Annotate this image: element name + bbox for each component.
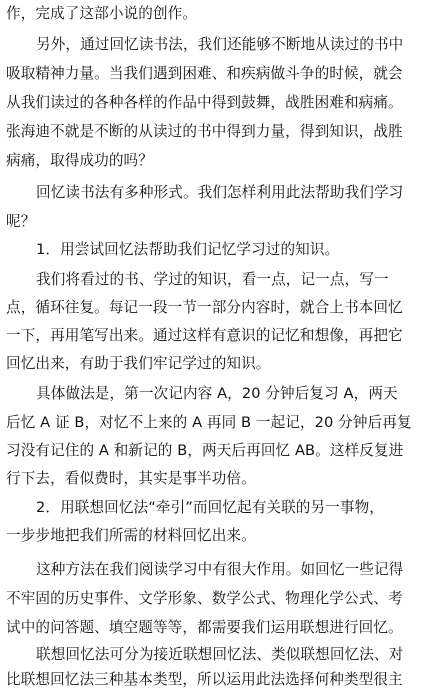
text-line: 呢？ <box>6 213 36 230</box>
text-line: 后忆 A 证 B，对忆不上来的 A 再同 B 一起记，20 分钟后再复 <box>6 414 412 431</box>
text-line: 病痛，取得成功的吗？ <box>6 152 153 169</box>
text-line: 1．用尝试回忆法帮助我们记忆学习过的知识。 <box>36 241 340 258</box>
text-line: 联想回忆法可分为接近联想回忆法、类似联想回忆法、对 <box>36 646 404 663</box>
text-line: 不牢固的历史事件、文学形象、数学公式、物理化学公式、考 <box>6 590 403 607</box>
text-line: 从我们读过的各种各样的作品中得到鼓舞，战胜困难和病痛。 <box>6 94 403 111</box>
text-line: 习没有记住的 A 和新记的 B，两天后再回忆 AB。这样反复进 <box>6 442 404 459</box>
text-line: 回忆读书法有多种形式。我们怎样利用此法帮助我们学习 <box>36 184 404 201</box>
text-line: 我们将看过的书、学过的知识，看一点，记一点，写一 <box>36 271 389 288</box>
text-line: 试中的问答题、填空题等等，都需要我们运用联想进行回忆。 <box>6 619 403 636</box>
text-line: 一下，再用笔写出来。通过这样有意识的记忆和想像，再把它 <box>6 327 403 344</box>
text-line: 作，完成了这部小说的创作。 <box>6 5 198 22</box>
text-line: 具体做法是，第一次记内容 A，20 分钟后复习 A，两天 <box>36 385 398 402</box>
text-line: 张海迪不就是不断的从读过的书中得到力量，得到知识，战胜 <box>6 123 403 140</box>
text-line: 另外，通过回忆读书法，我们还能够不断地从读过的书中 <box>36 36 404 53</box>
text-line: 一步步地把我们所需的材料回忆出来。 <box>6 527 256 544</box>
text-line: 2．用联想回忆法“牵引”而回忆起有关联的另一事物， <box>36 499 384 516</box>
text-line: 比联想回忆法三种基本类型，所以运用此法选择何种类型很主 <box>6 671 403 688</box>
text-line: 点，循环往复。每记一段一节一部分内容时，就合上书本回忆 <box>6 299 403 316</box>
text-line: 吸取精神力量。当我们遇到困难、和疾病做斗争的时候，就会 <box>6 65 403 82</box>
text-line: 行下去，看似费时，其实是事半功倍。 <box>6 470 256 487</box>
text-line: 回忆出来，有助于我们牢记学过的知识。 <box>6 355 271 372</box>
text-line: 这种方法在我们阅读学习中有很大作用。如回忆一些记得 <box>36 561 404 578</box>
